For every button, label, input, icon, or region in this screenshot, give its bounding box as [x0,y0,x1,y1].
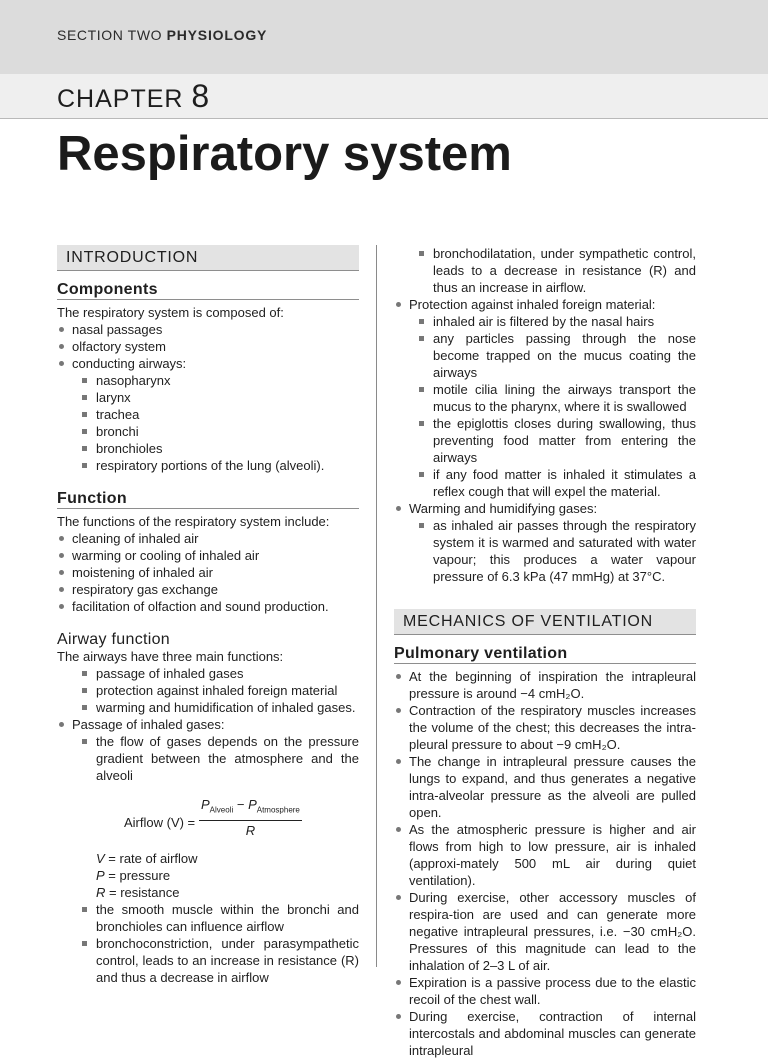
components-list [57,321,359,474]
function-list [57,530,359,615]
list-item: moistening of inhaled air [57,564,359,581]
list-item: the epiglottis closes during swallowing, thus preventing food matter from entering the airways [394,415,696,466]
components-intro: The respiratory system is composed of: [57,305,284,320]
section-name: PHYSIOLOGY [166,27,268,43]
section-prefix: SECTION TWO [57,27,163,43]
list-item: inhaled air is filtered by the nasal hairs [394,313,696,330]
list-item: respiratory portions of the lung (alveoli). [57,457,359,474]
list-item: any particles passing through the nose become trapped on the mucus coating the airways [394,330,696,381]
airflow-formula [124,796,359,846]
list-item: respiratory gas exchange [57,581,359,598]
section-label [57,27,267,43]
list-item: As the atmospheric pressure is higher and air flows from high to low pressure, air is inhaled (approxi-mately 500 mL air during quiet ventilation). [394,821,696,889]
airway-intro: The airways have three main functions: [57,649,284,664]
pulmonary-ventilation-heading: Pulmonary ventilation [394,645,696,664]
definition: R = resistance [96,885,180,900]
list-item: as inhaled air passes through the respiratory system it is warmed and saturated with water vapour; this produces a water vapour pressure of 6.3 kPa (47 mmHg) at 37°C. [394,517,696,585]
definition: V = rate of airflow [96,851,198,866]
formula-denominator: R [245,822,256,838]
list-item: At the beginning of inspiration the intrapleural pressure is around −4 cmH₂O. [394,668,696,702]
list-item: bronchioles [57,440,359,457]
list-item: Protection against inhaled foreign material: [394,296,696,313]
list-item: bronchi [57,423,359,440]
chapter-word: CHAPTER [57,85,184,113]
list-item: nasopharynx [57,372,359,389]
list-item: Contraction of the respiratory muscles increases the volume of the chest; this decreases the intra-pleural pressure to about −9 cmH₂O. [394,702,696,753]
list-item: bronchodilatation, under sympathetic control, leads to a decrease in resistance (R) and thus an increase in airflow. [394,245,696,296]
pulmonary-list [394,668,696,1059]
formula-numerator: $P_{Alveoli} - P_{Atmosphere}$ [199,796,302,821]
mechanics-heading: MECHANICS OF VENTILATION [394,609,696,635]
list-item: if any food matter is inhaled it stimulates a reflex cough that will expel the material. [394,466,696,500]
definition: P = pressure [96,868,171,883]
list-item: trachea [57,406,359,423]
list-item: passage of inhaled gases [57,665,359,682]
airflow-list [57,901,359,986]
list-item: motile cilia lining the airways transport the mucus to the pharynx, where it is swallowed [394,381,696,415]
list-item: Warming and humidifying gases: [394,500,696,517]
list-item: larynx [57,389,359,406]
list-item: Expiration is a passive process due to the elastic recoil of the chest wall. [394,974,696,1008]
list-item: cleaning of inhaled air [57,530,359,547]
list-item: The change in intrapleural pressure causes the lungs to expand, and thus generates a negative intra-alveolar pressure as the alveoli are pulled open. [394,753,696,821]
list-item: conducting airways: [57,355,359,372]
column-divider [376,245,377,967]
chapter-number: 8 [191,78,211,114]
formula-lhs: Airflow (V) = [124,815,196,830]
right-column [394,245,696,1059]
components-heading: Components [57,281,359,300]
list-item: the smooth muscle within the bronchi and bronchioles can influence airflow [57,901,359,935]
function-heading: Function [57,490,359,509]
function-intro: The functions of the respiratory system include: [57,514,330,529]
list-item: facilitation of olfaction and sound production. [57,598,359,615]
list-item: During exercise, contraction of internal intercostals and abdominal muscles can generate intrapleural [394,1008,696,1059]
list-item: bronchoconstriction, under parasympathetic control, leads to an increase in resistance (R) and thus a decrease in airflow [57,935,359,986]
list-item: olfactory system [57,338,359,355]
introduction-heading: INTRODUCTION [57,245,359,271]
left-column [57,245,359,986]
list-item: the flow of gases depends on the pressure gradient between the atmosphere and the alveoli [57,733,359,784]
airway-function-list [57,665,359,784]
list-item: Passage of inhaled gases: [57,716,359,733]
list-item: protection against inhaled foreign material [57,682,359,699]
right-continuation-list [394,245,696,585]
list-item: warming or cooling of inhaled air [57,547,359,564]
page-title: Respiratory system [57,127,512,181]
formula-fraction [199,796,302,839]
chapter-label [57,78,210,115]
list-item: nasal passages [57,321,359,338]
airway-function-heading: Airway function [57,631,170,648]
list-item: warming and humidification of inhaled gases. [57,699,359,716]
list-item: During exercise, other accessory muscles of respira-tion are used and can generate more negative intrapleural pressures, i.e. −30 cmH₂O. Pressures of this magnitude can lead to the inhalation of 2–3 L of air. [394,889,696,974]
formula-definitions [57,850,359,901]
